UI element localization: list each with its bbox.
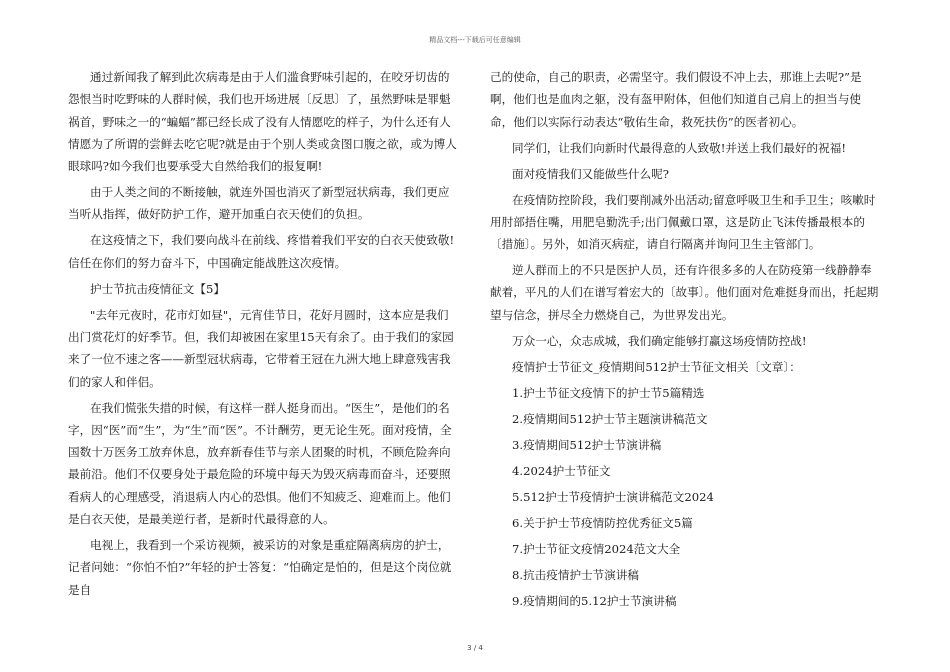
right-column: [490, 66, 880, 616]
list-item[interactable]: 5.512护士节疫情护士演讲稿范文2024: [512, 489, 714, 504]
paragraph: 在疫情防控阶段，我们要削减外出活动;留意呼吸卫生和手卫生；咳嗽时用肘部捂住嘴，用肥皂勤洗手;出门佩戴口罩，这是防止飞沫传播最根本的〔措施〕。另外，如消灭病症，请自行隔离并询问卫生主管部门。: [490, 192, 876, 252]
list-item[interactable]: 2.疫情期间512护士节主题演讲稿范文: [512, 411, 708, 426]
paragraph: 同学们，让我们向新时代最得意的人致敬!并送上我们最好的祝福!: [512, 140, 846, 155]
paragraph: 通过新闻我了解到此次病毒是由于人们滥食野味引起的，在咬牙切齿的怨恨当时吃野味的人群时候，我们也开场进展〔反思〕了，虽然野味是罪魁祸首，野味之一的“蝙蝠”都已经长成了没有人情愿吃的样子，为什么还有人情愿为了所谓的尝鲜去吃它呢?就是由于个别人类或贪图口腹之欲，或为博人眼球吗?如今我们也要承受大自然给我们的报复啊!: [68, 70, 457, 174]
paragraph: 在这疫情之下，我们要向战斗在前线、疼惜着我们平安的白衣天使致敬!信任在你们的努力奋斗下，中国确定能战胜这次疫情。: [68, 233, 455, 270]
paragraph: 万众一心，众志成城，我们确定能够打赢这场疫情防控战!: [512, 333, 807, 348]
paragraph: 在我们慌张失措的时候，有这样一群人挺身而出。“医生”，是他们的名字，因“医”而“生”，为“生”而“医”。不计酬劳，更无论生死。面对疫情，全国数十万医务工放弃休息，放弃新春佳节与亲人团聚的时机，不顾危险奔向最前沿。他们不仅要身处于最危险的环境中每天为毁灭病毒而奋斗，还要照看病人的心理感受，消退病人内心的恐惧。他们不知疲乏、迎难而上。他们是白衣天使，是最美逆行者，是新时代最得意的人。: [68, 400, 452, 527]
section-heading: 护士节抗击疫情征文【5】: [90, 281, 225, 296]
paragraph: 由于人类之间的不断接触，就连外国也消灭了新型冠状病毒，我们更应当听从指挥，做好防护工作，避开加重白衣天使们的负担。: [68, 185, 450, 222]
related-articles-list: [490, 382, 880, 612]
paragraph: "去年元夜时，花市灯如昼"，元宵佳节日，花好月圆时，这本应是我们出门赏花灯的好季节。但，我们却被困在家里15天有余了。由于我们的家园来了一位不速之客——新型冠状病毒，它带着王冠在九洲大地上肆意残害我们的家人和伴侣。: [68, 307, 454, 389]
list-item[interactable]: 3.疫情期间512护士节演讲稿: [512, 437, 662, 452]
page-number: 3 / 4: [467, 644, 483, 652]
list-item[interactable]: 1.护士节征文疫情下的护士节5篇精选: [512, 385, 705, 400]
list-item[interactable]: 9.疫情期间的5.12护士节演讲稿: [512, 593, 677, 608]
list-item[interactable]: 7.护士节征文疫情2024范文大全: [512, 541, 681, 556]
left-column: [68, 66, 458, 605]
related-articles-heading: 疫情护士节征文_疫情期间512护士节征文相关〔文章〕：: [512, 359, 801, 374]
paragraph: 电视上，我看到一个采访视频，被采访的对象是重症隔离病房的护士，记者问她：“你怕不怕?”年轻的护士答复：“怕确定是怕的，但是这个岗位就是自: [68, 538, 452, 597]
page-header: 精品文档---下载后可任意编辑: [429, 36, 521, 44]
paragraph: 逆人群而上的不只是医护人员，还有许很多多的人在防疫第一线静静奉献着，平凡的人们在谱写着宏大的〔故事〕。他们面对危难挺身而出，托起期望与信念，拼尽全力燃烧自己，为世界发出光。: [490, 263, 879, 322]
paragraph: 面对疫情我们又能做些什么呢?: [512, 166, 669, 181]
list-item[interactable]: 8.抗击疫情护士节演讲稿: [512, 567, 640, 582]
paragraph: 己的使命，自己的职责，必需坚守。我们假设不冲上去，那谁上去呢?”是啊，他们也是血肉之躯，没有盔甲附体，但他们知道自己肩上的担当与使命，他们以实际行动表达“敬佑生命，救死扶伤”的医者初心。: [490, 70, 862, 129]
list-item[interactable]: 6.关于护士节疫情防控优秀征文5篇: [512, 515, 693, 530]
list-item[interactable]: 4.2024护士节征文: [512, 463, 611, 478]
